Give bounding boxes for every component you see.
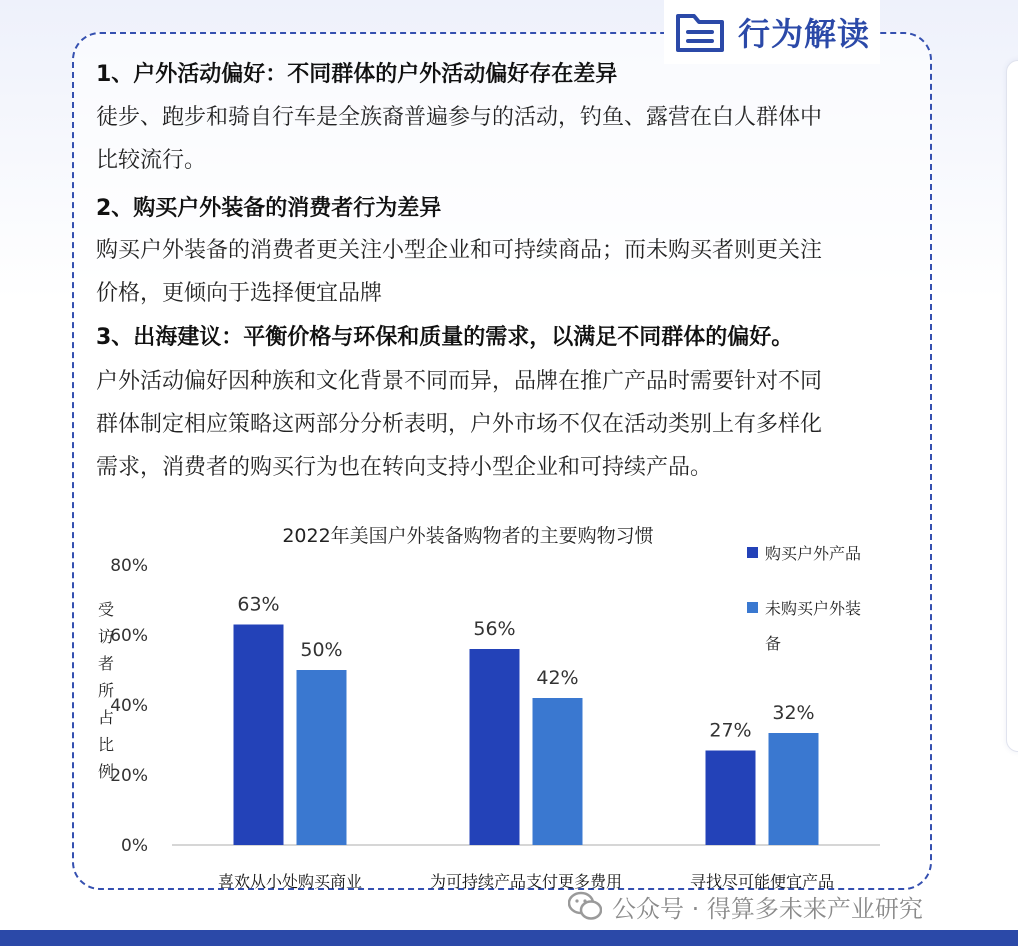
bar <box>769 733 819 845</box>
y-tick-label: 40% <box>110 696 148 716</box>
section-1-body <box>96 96 904 182</box>
bar <box>706 751 756 846</box>
section-2-line: 购买户外装备的消费者更关注小型企业和可持续商品；而未购买者则更关注 <box>96 238 823 263</box>
bar-value-label: 56% <box>473 618 516 640</box>
section-3-body <box>96 360 904 489</box>
badge-title: 行为解读 <box>738 15 871 53</box>
bar-chart <box>80 515 910 895</box>
wechat-icon <box>568 891 602 921</box>
section-2-line: 价格，更倾向于选择便宜品牌 <box>96 281 383 306</box>
x-tick-label: 喜欢从小处购买商业 <box>217 872 363 891</box>
section-3-line: 户外活动偏好因种族和文化背景不同而异，品牌在推广产品时需要针对不同 <box>96 369 823 394</box>
section-3-line: 群体制定相应策略这两部分分析表明，户外市场不仅在活动类别上有多样化 <box>96 412 823 437</box>
chart-title: 2022年美国户外装备购物者的主要购物习惯 <box>282 525 654 547</box>
y-tick-label: 80% <box>110 556 148 576</box>
section-3-heading: 3、出海建议：平衡价格与环保和质量的需求，以满足不同群体的偏好。 <box>96 325 794 350</box>
bar-value-label: 50% <box>300 639 343 661</box>
legend-label-wrap: 备 <box>765 634 782 653</box>
bar-value-label: 63% <box>237 593 280 616</box>
section-1-line: 比较流行。 <box>96 148 207 173</box>
section-1-heading: 1、户外活动偏好：不同群体的户外活动偏好存在差异 <box>96 62 618 87</box>
x-tick-label: 寻找尽可能便宜产品 <box>689 872 835 891</box>
bar <box>234 625 284 846</box>
legend-label: 未购买户外装 <box>765 599 862 618</box>
bar <box>297 670 347 845</box>
y-tick-label: 0% <box>121 836 148 856</box>
legend-swatch <box>747 602 758 613</box>
legend-swatch <box>747 547 758 558</box>
section-3-line: 需求，消费者的购买行为也在转向支持小型企业和可持续产品。 <box>96 455 713 480</box>
x-tick-label: 为可持续产品支付更多费用 <box>429 872 623 891</box>
folder-icon <box>674 10 726 54</box>
side-card <box>1006 60 1018 752</box>
section-2-heading: 2、购买户外装备的消费者行为差异 <box>96 196 442 221</box>
section-badge <box>664 0 880 64</box>
section-1-line: 徒步、跑步和骑自行车是全族裔普遍参与的活动，钓鱼、露营在白人群体中 <box>96 105 823 130</box>
watermark <box>568 886 923 926</box>
y-tick-label: 20% <box>110 766 148 786</box>
bar-value-label: 27% <box>709 719 752 742</box>
watermark-text: 公众号 · 得算多未来产业研究 <box>612 894 923 923</box>
bar-value-label: 42% <box>536 667 579 689</box>
y-tick-label: 60% <box>110 626 148 646</box>
bar <box>533 698 583 845</box>
bottom-bar <box>0 930 1018 946</box>
section-2-body <box>96 229 904 315</box>
legend-label: 购买户外产品 <box>765 544 862 563</box>
bar-value-label: 32% <box>772 702 815 724</box>
y-axis-label: 受访者所占比例 <box>98 600 115 781</box>
bar <box>470 649 520 845</box>
